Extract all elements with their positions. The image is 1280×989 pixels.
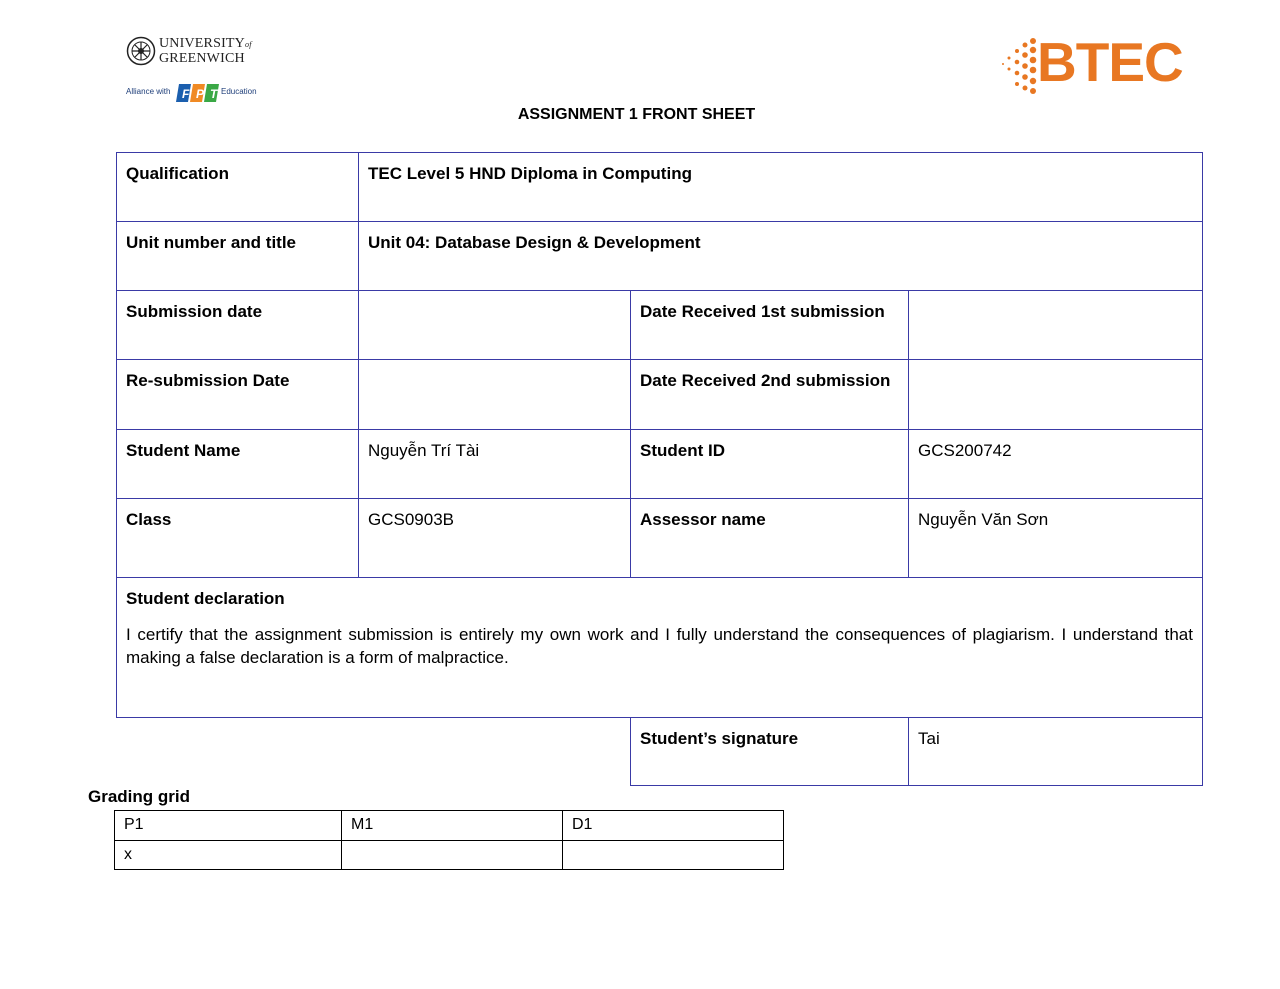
date-received-2nd-value xyxy=(908,359,1203,430)
svg-text:P: P xyxy=(196,87,205,101)
class-label: Class xyxy=(116,498,359,578)
btec-dots-icon xyxy=(1001,36,1039,96)
student-id-value: GCS200742 xyxy=(908,429,1203,499)
alliance-label: Alliance with xyxy=(126,87,171,96)
page-title: ASSIGNMENT 1 FRONT SHEET xyxy=(517,106,756,123)
university-seal-icon xyxy=(126,36,156,66)
svg-text:F: F xyxy=(182,87,190,101)
date-received-1st-label: Date Received 1st submission xyxy=(630,290,909,360)
declaration-text: I certify that the assignment submission is entirely my own work and I fully understand the consequences of plagiarism. I understand that making a false declaration is a form of malpractice. xyxy=(126,625,1193,667)
class-value: GCS0903B xyxy=(358,498,631,578)
date-received-2nd-label: Date Received 2nd submission xyxy=(630,359,909,430)
unit-value: Unit 04: Database Design & Development xyxy=(358,221,1203,291)
svg-text:T: T xyxy=(210,87,218,101)
signature-value: Tai xyxy=(908,717,1203,786)
grade-header-d1: D1 xyxy=(562,810,784,841)
resubmission-date-label: Re-submission Date xyxy=(116,359,359,430)
assessor-value: Nguyễn Văn Sơn xyxy=(908,498,1203,578)
qualification-value: TEC Level 5 HND Diploma in Computing xyxy=(358,152,1203,222)
resubmission-date-value xyxy=(358,359,631,430)
qualification-label: Qualification xyxy=(116,152,359,222)
grading-grid-title: Grading grid xyxy=(88,787,190,806)
student-name-label: Student Name xyxy=(116,429,359,499)
grade-value-p1: x xyxy=(114,840,342,870)
fpt-logo-icon xyxy=(176,82,220,104)
education-label: Education xyxy=(221,87,257,96)
signature-label: Student’s signature xyxy=(630,717,909,786)
declaration-title: Student declaration xyxy=(126,589,285,608)
student-id-label: Student ID xyxy=(630,429,909,499)
grade-header-m1: M1 xyxy=(341,810,563,841)
submission-date-label: Submission date xyxy=(116,290,359,360)
btec-wordmark: BTEC xyxy=(1037,31,1183,93)
grade-value-m1 xyxy=(341,840,563,870)
unit-label: Unit number and title xyxy=(116,221,359,291)
grade-value-d1 xyxy=(562,840,784,870)
assessor-label: Assessor name xyxy=(630,498,909,578)
university-greenwich-logo xyxy=(126,36,266,106)
grade-header-p1: P1 xyxy=(114,810,342,841)
date-received-1st-value xyxy=(908,290,1203,360)
submission-date-value xyxy=(358,290,631,360)
university-name: UNIVERSITYof GREENWICH xyxy=(159,36,252,66)
student-name-value: Nguyễn Trí Tài xyxy=(358,429,631,499)
student-declaration xyxy=(116,577,1203,718)
btec-logo xyxy=(1001,31,1196,96)
